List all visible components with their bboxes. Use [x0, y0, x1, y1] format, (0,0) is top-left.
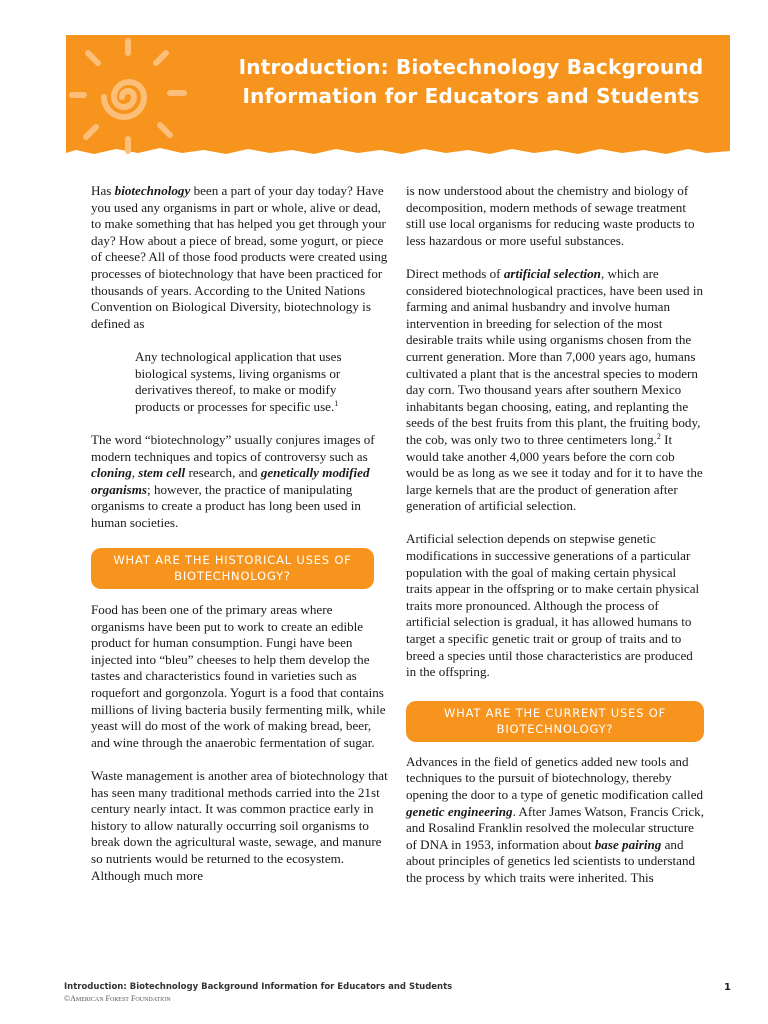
term-cloning: cloning — [91, 465, 132, 481]
text-run: ; however, the practice of manipulating organisms to create a product has long been used in human societies. — [91, 481, 361, 530]
stepwise-paragraph: Artificial selection depends on stepwise genetic modifications in successive generations of a particular population with the goal of making certain physical traits appear in the offspring or to make certain physical traits more pronounced. Although the process of artificial selection is gradual, it has allowed humans to target a specific genetic trait or group of traits and to breed a species until those characteristics are produced in the offspring. — [406, 531, 700, 680]
decomposition-paragraph: is now understood about the chemistry and biology of decomposition, modern methods of sewage treatment still use local organisms for reducing waste products to less hazardous or more useful substances. — [406, 183, 695, 248]
page-title — [216, 53, 726, 111]
left-column — [91, 183, 389, 901]
right-column — [406, 183, 704, 903]
text-run: , which are considered biotechnological practices, have been used in farming and animal husbandry and involve human intervention in breeding for selection of the most desirable traits while using organisms chosen from the current generation. More than 7,000 years ago, humans cultivated a plant that is the ancestral species to modern day corn. Two thousand years after southern Mexico inhabitants began choosing, eating, and replanting the seeds of the best fruits from this plant, the fruiting body, the cob, was only two to three centimeters long. — [406, 265, 704, 447]
term-gmo: genetically modified organisms — [91, 465, 370, 497]
page-title-line-2: Information for Educators and Students — [242, 84, 700, 108]
term-artificial-selection: artificial selection — [503, 265, 601, 281]
definition-quote — [135, 349, 351, 415]
text-run: been a part of your day today? Have you used any organisms in part or whole, alive or dead, to make something that has helped you get through your day? How about a piece of bread, some yogurt, or piece of cheese? All of those food products were created using processes of biotechnology that have been practiced for thousands of years. According to the United Nations Convention on Biological Diversity, biotechnology is defined as — [91, 183, 388, 331]
page-number: 1 — [724, 982, 731, 993]
text-run: The word “biotechnology” usually conjures images of modern techniques and topics of controversy such as — [91, 431, 375, 464]
text-run: and about principles of genetics led scientists to understand the process by which traits were inherited. This — [406, 836, 696, 885]
footer-copyright: ©American Forest Foundation — [64, 994, 171, 1003]
term-base-pairing: base pairing — [594, 836, 662, 852]
text-run: It would take another 4,000 years before the corn cob would be as long as we see it today and for it to have the large kernels that are the product of generation after generation of artificial selection. — [406, 431, 703, 514]
footnote-ref: 2 — [656, 431, 661, 441]
quote-text: Any technological application that uses biological systems, living organisms or derivatives thereof, to make or modify products or processes for specific use. — [135, 348, 342, 414]
artificial-selection-paragraph — [406, 266, 704, 515]
waste-paragraph: Waste management is another area of biotechnology that has seen many traditional methods carried into the 21st century nearly intact. It was common practice early in history to allow naturally occurring soil organisms to break down the agricultural waste, sewage, and manure so nutrients would be returned to the ecosystem. Although much more — [91, 768, 388, 883]
intro-paragraph — [91, 183, 389, 332]
text-run: Has — [91, 183, 115, 198]
text-run: . After James Watson, Francis Crick, and Rosalind Franklin resolved the molecular structure of DNA in 1953, information about — [406, 803, 705, 852]
text-run: research, and — [185, 465, 261, 481]
text-run: Advances in the field of genetics added new tools and techniques to the pursuit of biotechnology, thereby opening the door to a type of genetic modification called — [406, 753, 704, 802]
section-heading-historical: WHAT ARE THE HISTORICAL USES OF BIOTECHNOLOGY? — [91, 548, 374, 589]
text-run: , — [131, 465, 139, 481]
header-banner — [66, 35, 730, 163]
page-title-line-1: Introduction: Biotechnology Background — [238, 55, 704, 79]
term-stem-cell: stem cell — [138, 465, 186, 481]
genetics-paragraph — [406, 754, 704, 887]
controversy-paragraph — [91, 432, 389, 532]
footer-title: Introduction: Biotechnology Background Information for Educators and Students — [64, 982, 453, 992]
text-run: Direct methods of — [406, 265, 504, 281]
term-genetic-engineering: genetic engineering — [406, 803, 513, 819]
section-heading-current: WHAT ARE THE CURRENT USES OF BIOTECHNOLOGY? — [406, 701, 704, 742]
term-biotechnology: biotechnology — [114, 183, 191, 198]
footnote-ref: 1 — [334, 398, 339, 408]
food-paragraph: Food has been one of the primary areas where organisms have been put to work to create an edible product for human consumption. Fungi have been injected into “bleu” cheeses to help them develop the tastes and characteristics found in varieties such as roquefort and gorgonzola. Yogurt is a food that contains millions of living bacteria busily fermenting milk, while yeast will do most of the work of making bread, beer, and wine through the anaerobic fermentation of sugar. — [91, 602, 386, 750]
